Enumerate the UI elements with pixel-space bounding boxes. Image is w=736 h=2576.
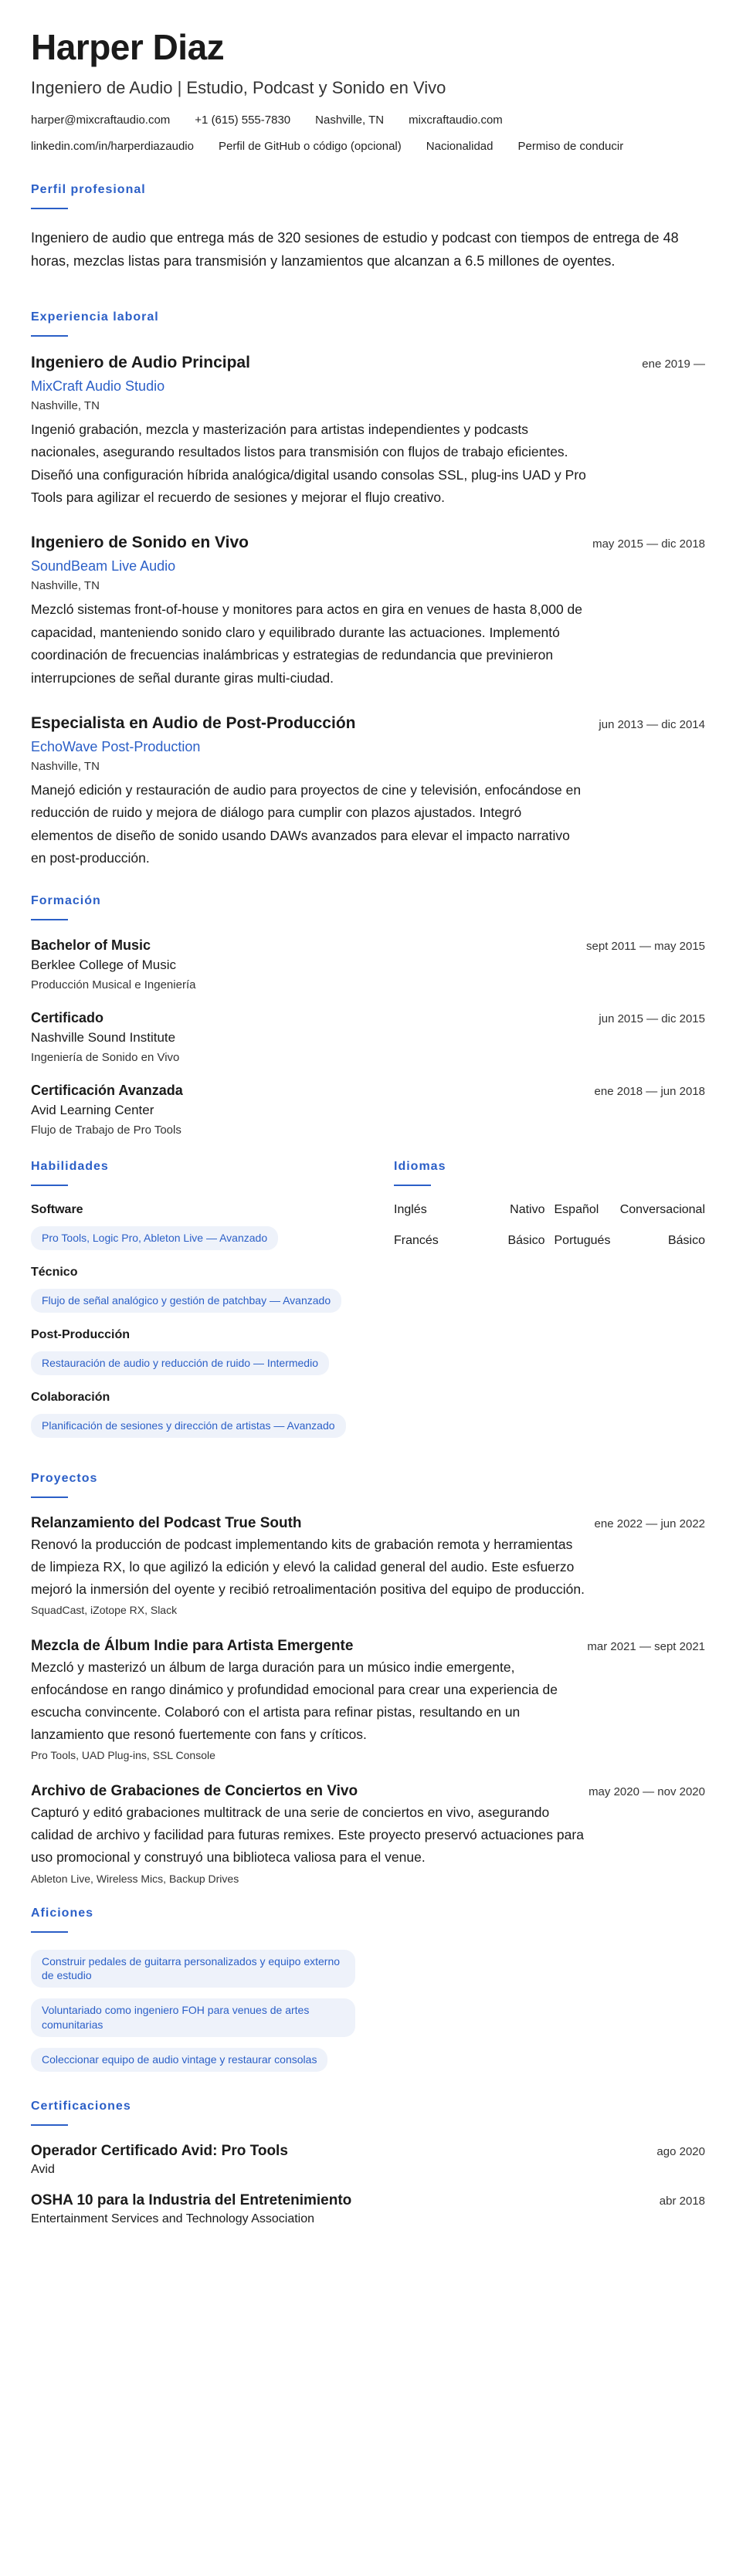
certification-name: OSHA 10 para la Industria del Entretenimiento: [31, 2191, 352, 2208]
project-tools: SquadCast, iZotope RX, Slack: [31, 1604, 178, 1617]
section-title: Certificaciones: [31, 2099, 131, 2113]
language-name: Francés: [394, 1234, 439, 1248]
skill-chip: Flujo de señal analógico y gestión de patchbay — Avanzado: [31, 1289, 341, 1313]
languages-grid: [394, 1203, 705, 1248]
projects-section: [31, 1472, 705, 1884]
job-company: SoundBeam Live Audio: [31, 558, 176, 575]
education-entry: [31, 937, 705, 991]
skill-group: [31, 1203, 394, 1250]
contact-list: [31, 114, 705, 166]
job-title: Ingeniero de Sonido en Vivo: [31, 534, 249, 552]
language-name: Inglés: [394, 1203, 427, 1217]
section-title: Formación: [31, 894, 101, 908]
education-field: Ingeniería de Sonido en Vivo: [31, 1051, 180, 1065]
language-item: [394, 1203, 545, 1217]
project-description: Capturó y editó grabaciones multitrack de una serie de conciertos en vivo, asegurando calidad de archivo y facilidad para futuras remixes. Este proyecto preservó actuaciones para uso promocional y construyó una biblioteca valiosa para el venue.: [31, 1805, 584, 1866]
education-school: Avid Learning Center: [31, 1103, 154, 1118]
section-divider: [31, 335, 68, 337]
experience-section: [31, 310, 705, 870]
project-entry: [31, 1638, 705, 1761]
contact-phone[interactable]: +1 (615) 555-7830: [195, 113, 291, 127]
section-divider: [31, 1931, 68, 1933]
job-title: Ingeniero de Audio Principal: [31, 353, 250, 371]
skill-group: [31, 1328, 394, 1375]
contact-email[interactable]: harper@mixcraftaudio.com: [31, 113, 171, 127]
project-date: ene 2022 — jun 2022: [594, 1517, 705, 1531]
language-name: Portugués: [554, 1234, 611, 1248]
project-description: Renovó la producción de podcast implementando kits de grabación remota y herramientas de limpieza RX, lo que agilizó la edición y elevó la calidad general del audio. Este esfuerzo mejoró la inmersión del oyente y recibió retroalimentación positiva del equipo de producción.: [31, 1537, 585, 1598]
contact-nationality: Nacionalidad: [426, 139, 493, 153]
experience-entry: [31, 714, 705, 870]
language-item: [394, 1234, 545, 1248]
skill-group: [31, 1391, 394, 1438]
resume-header: [31, 28, 705, 166]
skills-languages-row: [31, 1160, 705, 1453]
skill-category: Colaboración: [31, 1391, 110, 1405]
project-name: Mezcla de Álbum Indie para Artista Emergente: [31, 1638, 354, 1655]
section-title: Habilidades: [31, 1160, 109, 1174]
job-title: Especialista en Audio de Post-Producción: [31, 713, 356, 732]
job-company: MixCraft Audio Studio: [31, 378, 165, 394]
contact-location: Nashville, TN: [315, 113, 385, 127]
language-item: [555, 1203, 706, 1217]
skill-category: Técnico: [31, 1266, 78, 1280]
project-tools: Ableton Live, Wireless Mics, Backup Drives: [31, 1872, 239, 1885]
skill-category: Software: [31, 1203, 83, 1217]
certification-name: Operador Certificado Avid: Pro Tools: [31, 2142, 288, 2159]
certification-date: ago 2020: [656, 2144, 705, 2158]
education-date: sept 2011 — may 2015: [586, 940, 705, 954]
education-date: jun 2015 — dic 2015: [599, 1012, 705, 1026]
project-name: Archivo de Grabaciones de Conciertos en Vivo: [31, 1783, 358, 1800]
project-description: Mezcló y masterizó un álbum de larga duración para un músico indie emergente, enfocándose en rango dinámico y profundidad emocional para crear una experiencia de escucha convincente. Colaboró con el artista para refinar pistas, resultando en un lanzamiento que resonó fuertemente con fans y críticos.: [31, 1659, 558, 1743]
job-date: jun 2013 — dic 2014: [599, 717, 705, 731]
project-date: mar 2021 — sept 2021: [587, 1640, 705, 1654]
education-section: [31, 894, 705, 1137]
section-title: Proyectos: [31, 1472, 98, 1486]
hobbies-section: [31, 1907, 705, 2072]
language-level: Básico: [507, 1234, 545, 1248]
certification-date: abr 2018: [659, 2194, 705, 2208]
education-field: Flujo de Trabajo de Pro Tools: [31, 1124, 181, 1137]
job-description: Mezcló sistemas front-of-house y monitores para actos en gira en venues de hasta 8,000 de capacidad, manteniendo sonido claro y equilibrado durante las actuaciones. Implementó coordinación de frecuencias inalámbricas y estrategias de redundancia que previnieron interrupciones de señal durante giras multi-ciudad.: [31, 602, 583, 686]
project-name: Relanzamiento del Podcast True South: [31, 1515, 302, 1532]
hobbies-list: [31, 1950, 705, 2072]
certification-issuer: Entertainment Services and Technology Association: [31, 2212, 315, 2225]
certification-entry: [31, 2143, 705, 2177]
project-entry: [31, 1515, 705, 1616]
hobby-chip: Voluntariado como ingeniero FOH para venues de artes comunitarias: [31, 1998, 355, 2037]
contact-github[interactable]: Perfil de GitHub o código (opcional): [218, 139, 402, 153]
section-divider: [31, 1496, 68, 1498]
section-divider: [31, 919, 68, 920]
language-name: Español: [554, 1203, 599, 1217]
education-school: Berklee College of Music: [31, 958, 177, 973]
job-date: ene 2019 —: [642, 357, 705, 371]
project-tools: Pro Tools, UAD Plug-ins, SSL Console: [31, 1749, 215, 1762]
job-company: EchoWave Post-Production: [31, 738, 201, 754]
hobby-chip: Construir pedales de guitarra personalizados y equipo externo de estudio: [31, 1950, 355, 1988]
education-date: ene 2018 — jun 2018: [594, 1085, 705, 1099]
hobby-chip: Coleccionar equipo de audio vintage y restaurar consolas: [31, 2048, 327, 2072]
skill-category: Post-Producción: [31, 1328, 131, 1342]
skill-chip: Planificación de sesiones y dirección de artistas — Avanzado: [31, 1414, 346, 1438]
education-school: Nashville Sound Institute: [31, 1030, 176, 1046]
certification-entry: [31, 2192, 705, 2226]
contact-linkedin[interactable]: linkedin.com/in/harperdiazaudio: [31, 139, 194, 153]
language-level: Básico: [667, 1234, 705, 1248]
section-title: Perfil profesional: [31, 182, 146, 196]
section-divider: [31, 2124, 68, 2126]
education-entry: [31, 1010, 705, 1064]
project-date: may 2020 — nov 2020: [588, 1785, 705, 1799]
certifications-section: [31, 2100, 705, 2226]
candidate-name: Harper Diaz: [31, 27, 225, 67]
section-divider: [394, 1185, 431, 1186]
skills-section: [31, 1160, 394, 1453]
section-divider: [31, 208, 68, 209]
section-title: Experiencia laboral: [31, 310, 159, 324]
contact-driving-license: Permiso de conducir: [517, 139, 624, 153]
skill-chip: Restauración de audio y reducción de ruido — Intermedio: [31, 1351, 329, 1375]
job-location: Nashville, TN: [31, 759, 100, 773]
job-description: Manejó edición y restauración de audio para proyectos de cine y televisión, enfocándose en reducción de ruido y mejora de diálogo para cumplir con plazos ajustados. Integró elementos de diseño de sonido usando DAWs avanzados para elevar el impacto narrativo en post-producción.: [31, 781, 582, 866]
section-title: Idiomas: [394, 1160, 446, 1174]
education-field: Producción Musical e Ingeniería: [31, 978, 196, 992]
skill-chip: Pro Tools, Logic Pro, Ableton Live — Avanzado: [31, 1226, 278, 1250]
job-location: Nashville, TN: [31, 398, 100, 412]
education-degree: Bachelor of Music: [31, 937, 151, 954]
education-degree: Certificado: [31, 1010, 104, 1026]
language-level: Nativo: [510, 1203, 545, 1217]
job-date: may 2015 — dic 2018: [592, 537, 705, 551]
candidate-headline: Ingeniero de Audio | Estudio, Podcast y Sonido en Vivo: [31, 77, 446, 97]
summary-text: Ingeniero de audio que entrega más de 320 sesiones de estudio y podcast con tiempos de entrega de 48 horas, mezclas listas para transmisión y lanzamientos que alcanzan a 6.5 millones de oyentes.: [31, 229, 679, 269]
skill-group: [31, 1266, 394, 1313]
job-description: Ingenió grabación, mezcla y masterización para artistas independientes y podcasts nacionales, asegurando resultados listos para transmisión con flujos de trabajo eficientes. Diseñó una configuración híbrida analógica/digital usando consolas SSL, plug-ins UAD y Pro Tools para agilizar el recuerdo de sesiones y mejorar el flujo creativo.: [31, 421, 586, 505]
job-location: Nashville, TN: [31, 579, 100, 593]
contact-website[interactable]: mixcraftaudio.com: [409, 113, 503, 127]
summary-section: [31, 183, 705, 273]
language-level: Conversacional: [619, 1203, 705, 1217]
languages-section: [394, 1160, 705, 1453]
certification-issuer: Avid: [31, 2162, 55, 2176]
project-entry: [31, 1783, 705, 1884]
education-entry: [31, 1083, 705, 1137]
language-item: [555, 1234, 706, 1248]
section-title: Aficiones: [31, 1906, 94, 1920]
experience-entry: [31, 534, 705, 690]
section-divider: [31, 1185, 68, 1186]
education-degree: Certificación Avanzada: [31, 1083, 183, 1099]
experience-entry: [31, 354, 705, 510]
